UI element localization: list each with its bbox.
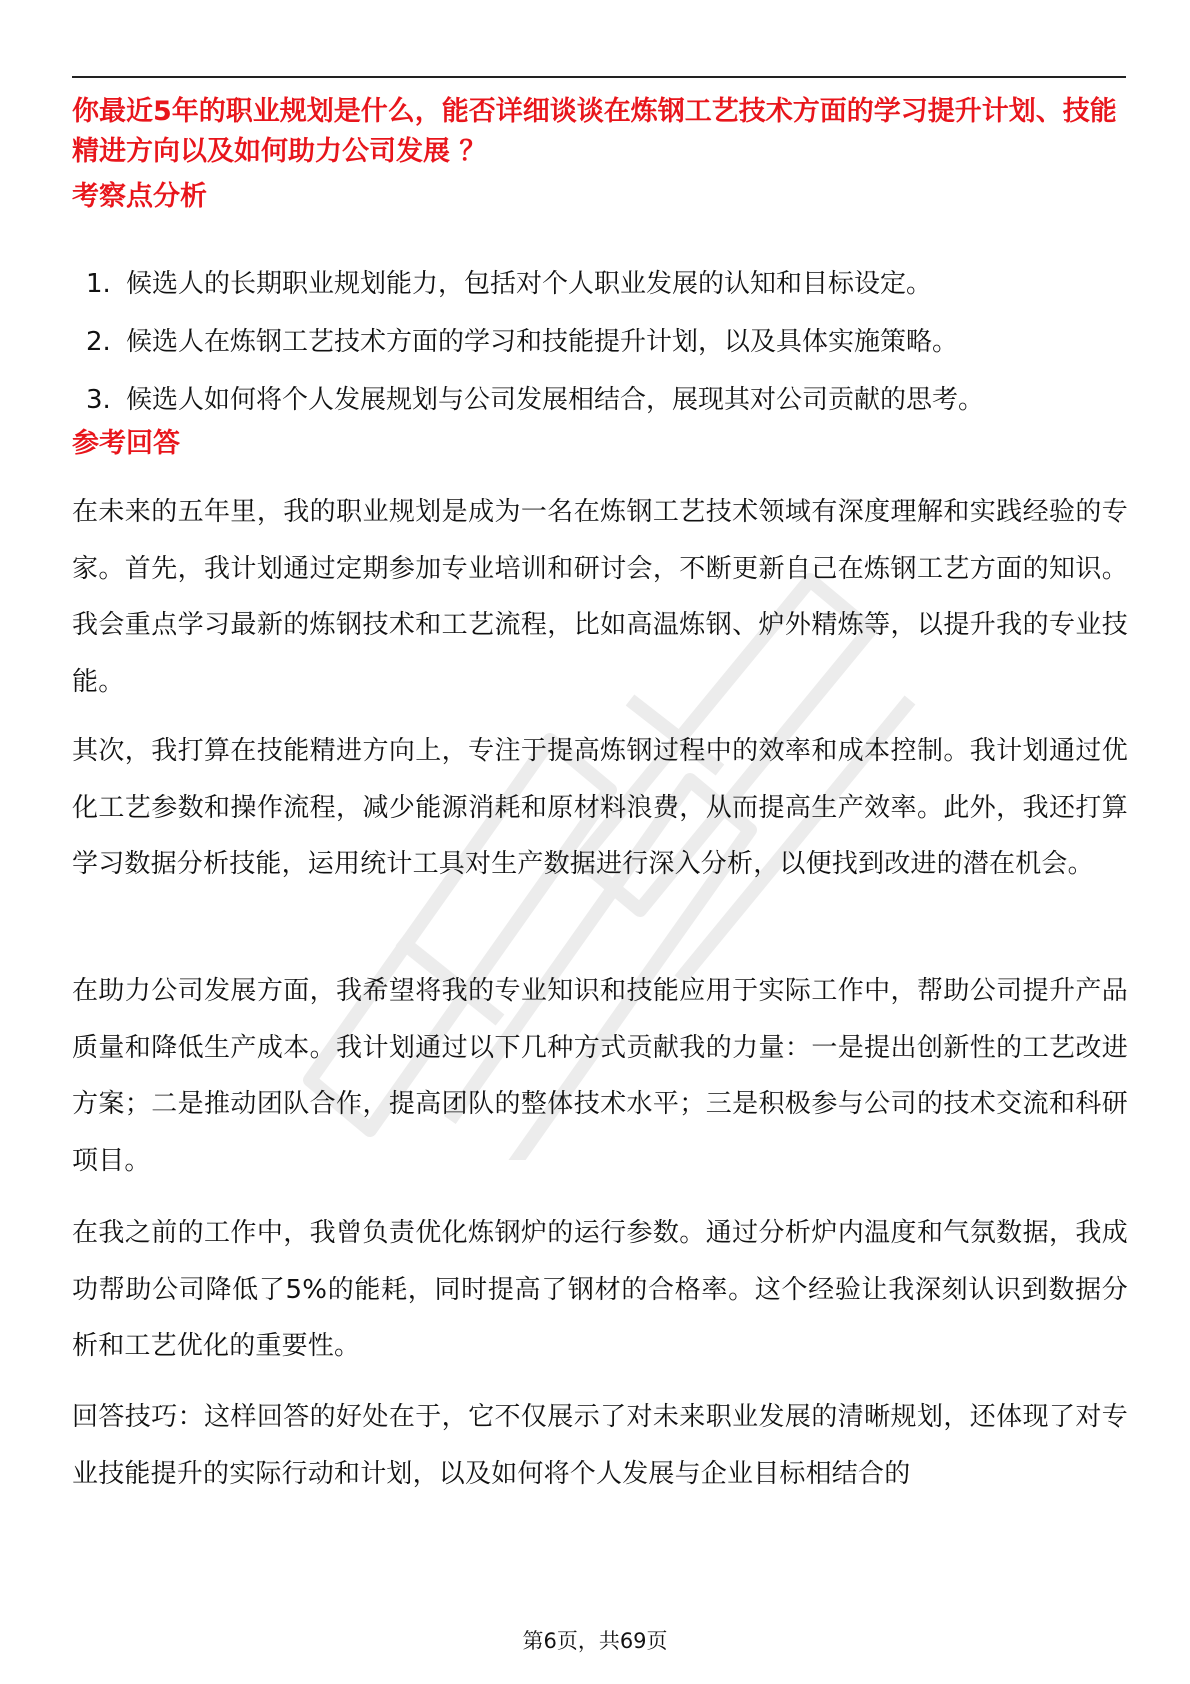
list-item-number: 1. [86,269,111,299]
list-item-number: 3. [86,385,111,415]
answer-paragraph: 在助力公司发展方面，我希望将我的专业知识和技能应用于实际工作中，帮助公司提升产品质量和降低生产成本。我计划通过以下几种方式贡献我的力量：一是提出创新性的工艺改进方案；二是推动团队合作，提高团队的整体技术水平；三是积极参与公司的技术交流和科研项目。 [72,976,1128,1176]
page-number: 第6页，共69页 [522,1629,668,1653]
top-divider [72,76,1126,78]
list-item-number: 2. [86,327,111,357]
list-item [86,264,984,322]
answer-heading: 参考回答 [72,428,180,459]
question-title: 你最近5年的职业规划是什么，能否详细谈谈在炼钢工艺技术方面的学习提升计划、技能精进方向以及如何助力公司发展 ？ [72,96,1117,167]
answer-paragraph: 在未来的五年里，我的职业规划是成为一名在炼钢工艺技术领域有深度理解和实践经验的专家。首先，我计划通过定期参加专业培训和研讨会，不断更新自己在炼钢工艺方面的知识。我会重点学习最新的炼钢技术和工艺流程，比如高温炼钢、炉外精炼等，以提升我的专业技能。 [72,497,1128,697]
list-item-text: 候选人在炼钢工艺技术方面的学习和技能提升计划，以及具体实施策略。 [126,327,959,357]
answer-paragraph: 其次，我打算在技能精进方向上，专注于提高炼钢过程中的效率和成本控制。我计划通过优化工艺参数和操作流程，减少能源消耗和原材料浪费，从而提高生产效率。此外，我还打算学习数据分析技能，运用统计工具对生产数据进行深入分析，以便找到改进的潜在机会。 [72,736,1128,879]
list-item [86,380,984,438]
list-item [86,322,984,380]
list-item-text: 候选人如何将个人发展规划与公司发展相结合，展现其对公司贡献的思考。 [126,385,985,415]
analysis-points-list [86,264,984,438]
answer-tips-paragraph: 回答技巧：这样回答的好处在于，它不仅展示了对未来职业发展的清晰规划，还体现了对专业技能提升的实际行动和计划，以及如何将个人发展与企业目标相结合的 [72,1402,1128,1489]
list-item-text: 候选人的长期职业规划能力，包括对个人职业发展的认知和目标设定。 [126,269,933,299]
analysis-heading: 考察点分析 [72,181,207,212]
answer-paragraph: 在我之前的工作中，我曾负责优化炼钢炉的运行参数。通过分析炉内温度和气氛数据，我成功帮助公司降低了5%的能耗，同时提高了钢材的合格率。这个经验让我深刻认识到数据分析和工艺优化的重要性。 [72,1218,1128,1361]
